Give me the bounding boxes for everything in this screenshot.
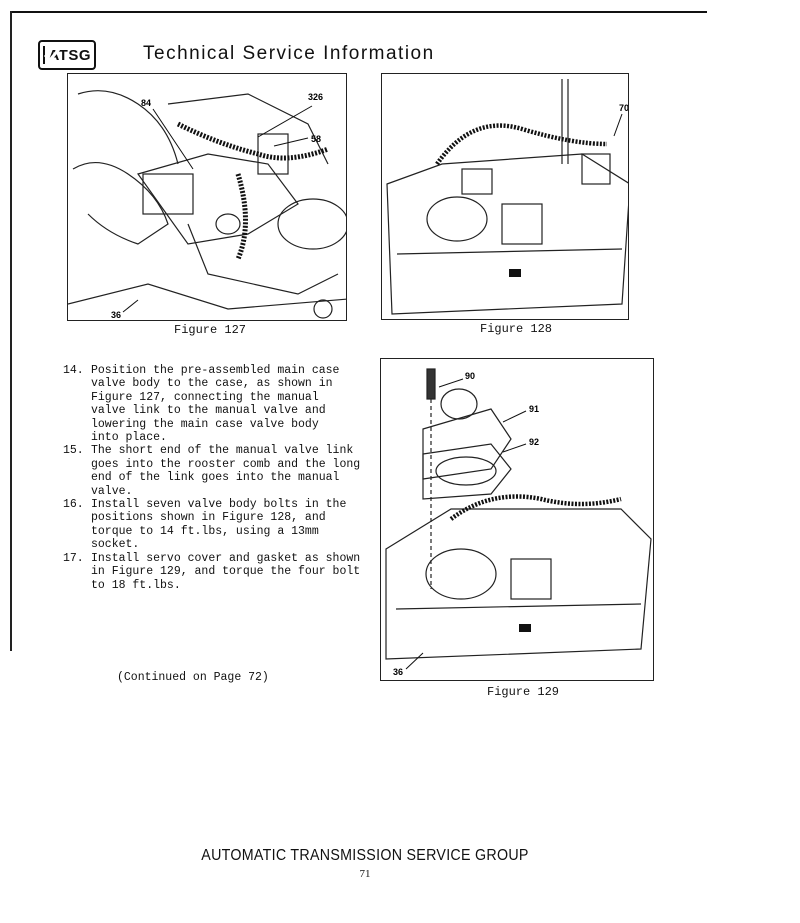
page-title: Technical Service Information	[143, 43, 435, 64]
step-text: The short end of the manual valve link goes into the rooster comb and the long end of the link goes into the manual valve.	[91, 444, 361, 498]
valve-body-bolts-illustration	[382, 74, 629, 320]
figure-127-caption: Figure 127	[174, 323, 247, 337]
callout-84: 84	[141, 98, 152, 108]
step-16	[63, 498, 368, 552]
step-15	[63, 444, 368, 498]
servo-cover-gasket-illustration	[381, 359, 654, 681]
callout-326: 326	[308, 92, 324, 102]
footer-organization: AUTOMATIC TRANSMISSION SERVICE GROUP	[201, 847, 529, 864]
page-number: 71	[359, 868, 371, 880]
figure-129-caption: Figure 129	[487, 685, 560, 699]
callout-90: 90	[465, 371, 476, 381]
continued-note: (Continued on Page 72)	[117, 671, 269, 684]
step-number: 14.	[63, 364, 84, 377]
page-left-rule	[10, 11, 12, 651]
step-number: 15.	[63, 444, 84, 458]
figure-128-image	[381, 73, 629, 320]
callout-92: 92	[529, 437, 540, 447]
figure-127-image	[67, 73, 347, 321]
figure-129-image	[380, 358, 654, 681]
step-number: 17.	[63, 551, 84, 565]
callout-91: 91	[529, 404, 540, 414]
step-number: 16.	[63, 498, 84, 512]
callout-36: 36	[111, 310, 122, 320]
step-text: Position the pre-assembled main case valve body to the case, as shown in Figure 127, connecting the manual valve link to the manual valve and lowering the main case valve body into place.	[91, 364, 340, 445]
callout-36: 36	[393, 667, 404, 677]
callout-70: 70	[619, 103, 630, 113]
page-top-rule	[10, 11, 707, 13]
step-text: Install seven valve body bolts in the positions shown in Figure 128, and torque to 14 ft.lbs, using a 13mm socket.	[91, 498, 347, 552]
atsg-logo	[38, 40, 96, 70]
figure-128-caption: Figure 128	[480, 322, 553, 336]
step-text: Install servo cover and gasket as shown in Figure 129, and torque the four bolt to 18 ft.lbs.	[91, 551, 361, 592]
checkmark-icon	[43, 46, 45, 64]
logo-text: ATSG	[48, 46, 91, 64]
transmission-valve-body-illustration	[68, 74, 347, 321]
callout-58: 58	[311, 134, 322, 144]
step-17	[63, 552, 368, 592]
instruction-steps	[63, 364, 368, 592]
step-14	[63, 364, 368, 444]
